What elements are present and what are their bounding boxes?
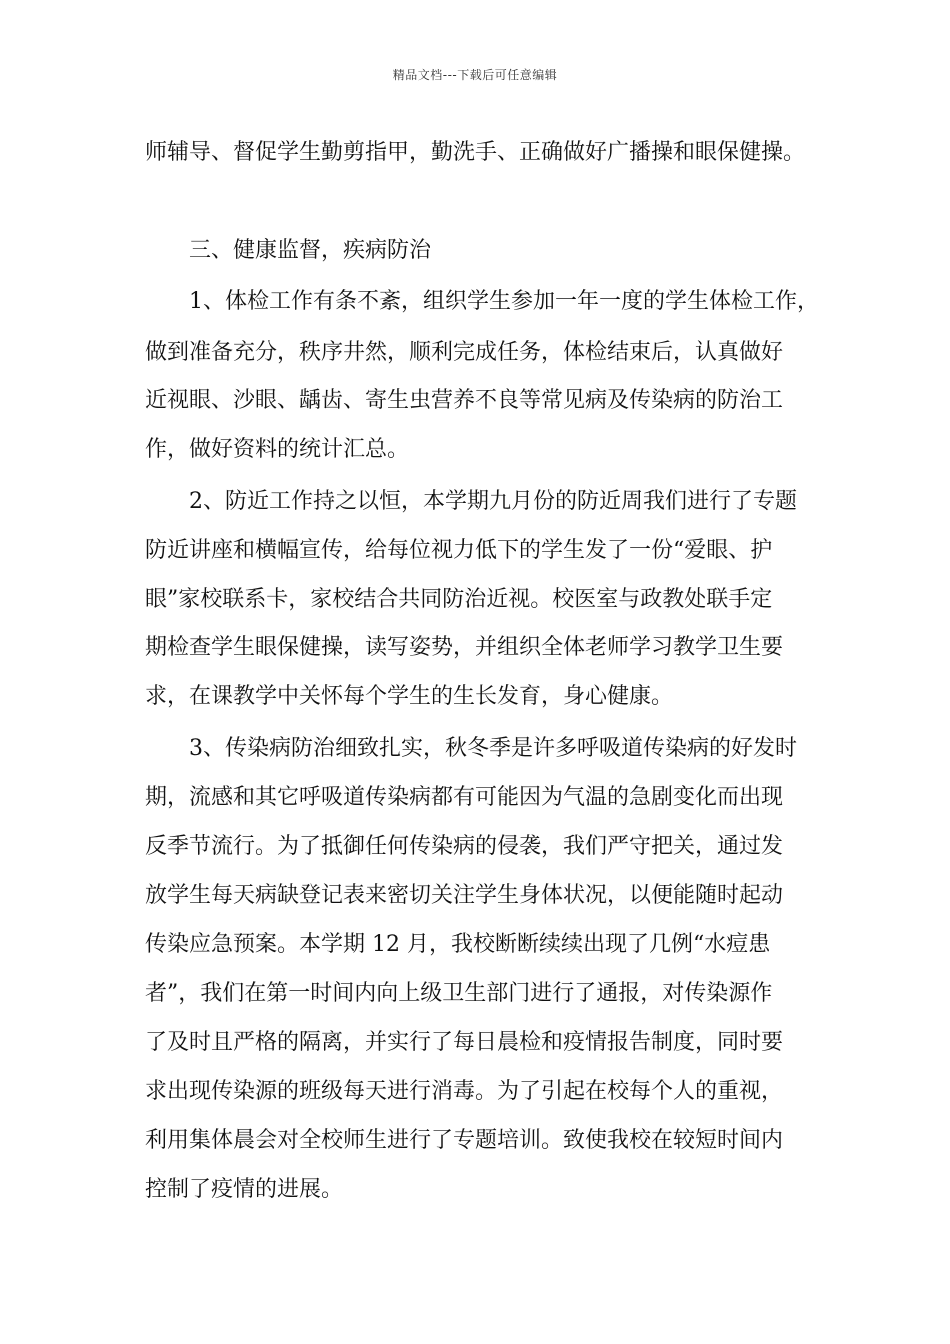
body-line: 控制了疫情的进展。 bbox=[145, 1177, 344, 1202]
section-heading: 三、健康监督，疾病防治 bbox=[189, 238, 432, 263]
body-line: 防近讲座和横幅宣传，给每位视力低下的学生发了一份“爱眼、护 bbox=[145, 538, 773, 563]
body-line: 求，在课教学中关怀每个学生的生长发育，身心健康。 bbox=[145, 684, 674, 709]
body-line: 1、体检工作有条不紊，组织学生参加一年一度的学生体检工作， bbox=[189, 289, 819, 314]
body-line: 眼”家校联系卡，家校结合共同防治近视。校医室与政教处联手定 bbox=[145, 587, 773, 612]
body-line: 2、防近工作持之以恒，本学期九月份的防近周我们进行了专题 bbox=[189, 489, 797, 514]
body-line: 期，流感和其它呼吸道传染病都有可能因为气温的急剧变化而出现 bbox=[145, 785, 784, 810]
body-line: 师辅导、督促学生勤剪指甲，勤洗手、正确做好广播操和眼保健操。 bbox=[145, 140, 806, 165]
body-line: 者”，我们在第一时间内向上级卫生部门进行了通报，对传染源作 bbox=[145, 981, 773, 1006]
page-header: 精品文档---下载后可任意编辑 bbox=[392, 68, 558, 82]
body-line: 近视眼、沙眼、龋齿、寄生虫营养不良等常见病及传染病的防治工 bbox=[145, 388, 784, 413]
body-line: 反季节流行。为了抵御任何传染病的侵袭，我们严守把关，通过发 bbox=[145, 834, 784, 859]
body-line: 传染应急预案。本学期 12 月，我校断断续续出现了几例“水痘患 bbox=[145, 932, 771, 957]
body-line: 期检查学生眼保健操，读写姿势，并组织全体老师学习教学卫生要 bbox=[145, 635, 784, 660]
body-line: 求出现传染源的班级每天进行消毒。为了引起在校每个人的重视， bbox=[145, 1079, 784, 1104]
body-line: 利用集体晨会对全校师生进行了专题培训。致使我校在较短时间内 bbox=[145, 1128, 784, 1153]
body-line: 作，做好资料的统计汇总。 bbox=[145, 437, 410, 462]
body-line: 放学生每天病缺登记表来密切关注学生身体状况，以便能随时起动 bbox=[145, 883, 784, 908]
body-line: 做到准备充分，秩序井然，顺利完成任务，体检结束后，认真做好 bbox=[145, 340, 784, 365]
body-line: 了及时且严格的隔离，并实行了每日晨检和疫情报告制度，同时要 bbox=[145, 1030, 784, 1055]
body-line: 3、传染病防治细致扎实，秋冬季是许多呼吸道传染病的好发时 bbox=[189, 736, 797, 761]
